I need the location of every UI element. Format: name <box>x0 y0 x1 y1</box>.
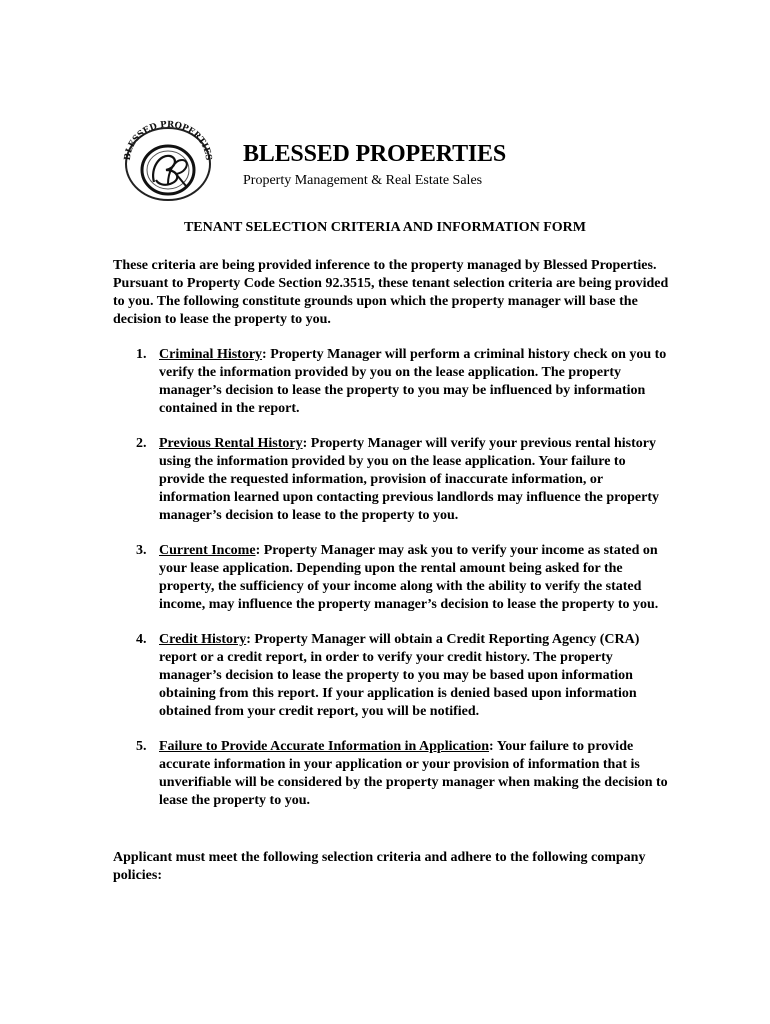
intro-paragraph: These criteria are being provided inference to the property managed by Blessed Properties. Pursuant to Property Code Section 92.3515, these tenant selection criteria are being provided to you. The following constitute grounds upon which the property manager will base the decision to lease the property to you. <box>113 258 669 327</box>
criteria-item-accurate-information <box>113 738 673 810</box>
item-text: Property Manager will obtain a Credit Reporting Agency (CRA) report or a credit report, in order to verify your credit history. The property manager’s decision to lease the property to you may be based upon information obtaining from this report. If your application is denied based upon information obtained from your credit report, you will be notified. <box>159 632 640 719</box>
criteria-item-current-income <box>113 542 673 614</box>
item-title: Failure to Provide Accurate Information in Application <box>159 739 490 754</box>
item-number: 2. <box>136 436 147 451</box>
item-text: Your failure to provide accurate information in your application or your provision of information that is unverifiable will be considered by the property manager when making the decision to lease the property to you. <box>159 739 668 808</box>
closing-paragraph: Applicant must meet the following selection criteria and adhere to the following company policies: <box>113 850 646 883</box>
logo-arc-text: BLESSED PROPERTIES <box>122 120 214 162</box>
item-text: Property Manager will verify your previous rental history using the information provided by you on the lease application. Your failure to provide the requested information, provision of inaccurate information, or information learned upon contacting previous landlords may influence the property manager’s decision to lease to the property to you. <box>159 436 660 523</box>
item-title: Credit History <box>159 632 247 647</box>
item-separator: : <box>262 347 271 362</box>
company-name: BLESSED PROPERTIES <box>243 141 506 167</box>
item-separator: : <box>246 632 255 647</box>
form-title: TENANT SELECTION CRITERIA AND INFORMATION FORM <box>183 220 587 235</box>
company-logo <box>120 120 216 202</box>
item-title: Criminal History <box>159 347 263 362</box>
item-title: Previous Rental History <box>159 436 303 451</box>
item-number: 5. <box>136 739 147 754</box>
item-separator: : <box>489 739 497 754</box>
item-number: 3. <box>136 543 147 558</box>
criteria-item-credit-history <box>113 631 673 721</box>
company-tagline: Property Management & Real Estate Sales <box>243 173 483 188</box>
item-number: 4. <box>136 632 147 647</box>
item-number: 1. <box>136 347 147 362</box>
logo-monogram: BP <box>168 177 170 178</box>
item-title: Current Income <box>159 543 256 558</box>
item-text: Property Manager will perform a criminal history check on you to verify the information provided by you on the lease application. The property manager’s decision to lease the property to you may be influenced by information contained in the report. <box>159 347 667 416</box>
item-separator: : <box>255 543 264 558</box>
item-text: Property Manager may ask you to verify your income as stated on your lease application. Depending upon the rental amount being asked for the property, the sufficiency of your income along with the ability to verify the stated income, may influence the property manager’s decision to lease the property to you. <box>159 543 659 612</box>
item-separator: : <box>302 436 311 451</box>
criteria-item-criminal-history <box>113 346 673 418</box>
criteria-list <box>113 346 673 827</box>
criteria-item-previous-rental-history <box>113 435 673 525</box>
